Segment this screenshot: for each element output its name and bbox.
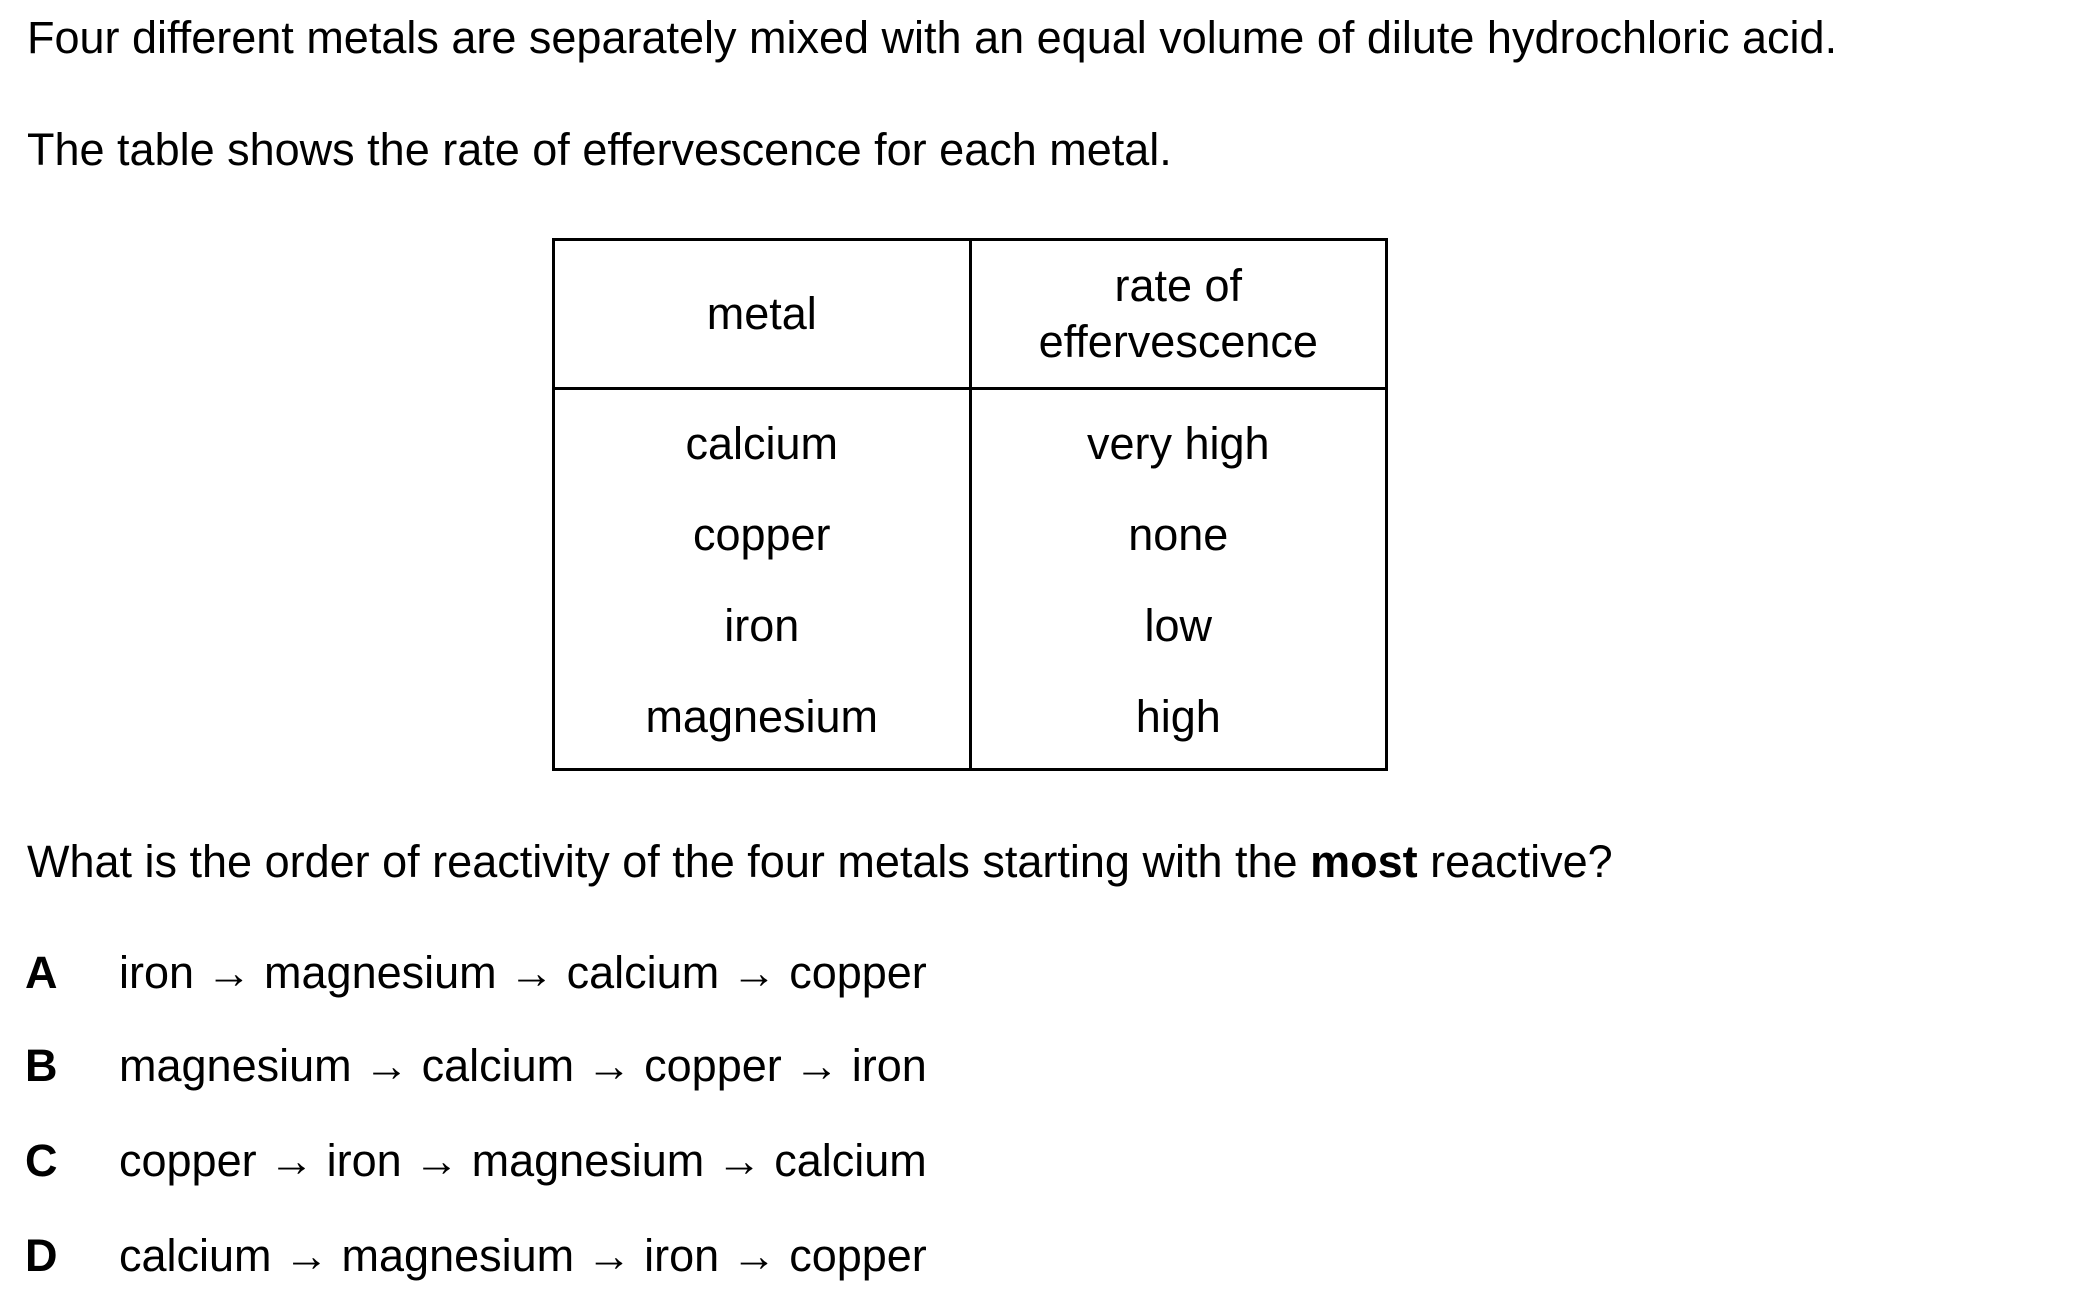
table-row	[554, 671, 1387, 770]
option-text: magnesium → calcium → copper → iron	[119, 1040, 927, 1091]
table-header-row	[554, 240, 1387, 389]
effervescence-table	[552, 238, 1388, 771]
cell-rate: low	[970, 580, 1387, 671]
cell-metal: iron	[554, 580, 971, 671]
question-before: What is the order of reactivity of the four metals starting with the	[27, 836, 1311, 887]
question-text	[27, 835, 1613, 889]
option-text: calcium → magnesium → iron → copper	[119, 1230, 927, 1281]
cell-metal: copper	[554, 489, 971, 580]
option-letter: C	[25, 1135, 58, 1186]
question-emphasis: most	[1310, 836, 1418, 887]
cell-rate: none	[970, 489, 1387, 580]
option-letter: D	[25, 1230, 58, 1281]
table-row	[554, 389, 1387, 490]
option-letter: A	[25, 947, 58, 998]
option-text: iron → magnesium → calcium → copper	[119, 947, 927, 998]
cell-metal: magnesium	[554, 671, 971, 770]
option-a[interactable]	[25, 945, 927, 1001]
cell-rate: very high	[970, 389, 1387, 490]
header-rate-line-2: effervescence	[1038, 316, 1318, 367]
header-rate-line-1: rate of	[1114, 260, 1243, 311]
option-letter: B	[25, 1040, 58, 1091]
header-rate	[970, 240, 1387, 389]
header-metal: metal	[554, 240, 971, 389]
cell-metal: calcium	[554, 389, 971, 490]
intro-sentence-1: Four different metals are separately mixed with an equal volume of dilute hydrochloric acid.	[27, 12, 1838, 63]
option-d[interactable]	[25, 1228, 927, 1284]
table-row	[554, 580, 1387, 671]
table-row	[554, 489, 1387, 580]
intro-sentence-2: The table shows the rate of effervescence for each metal.	[27, 124, 1172, 175]
option-text: copper → iron → magnesium → calcium	[119, 1135, 927, 1186]
option-c[interactable]	[25, 1133, 927, 1189]
question-after: reactive?	[1417, 836, 1613, 887]
option-b[interactable]	[25, 1038, 927, 1094]
cell-rate: high	[970, 671, 1387, 770]
